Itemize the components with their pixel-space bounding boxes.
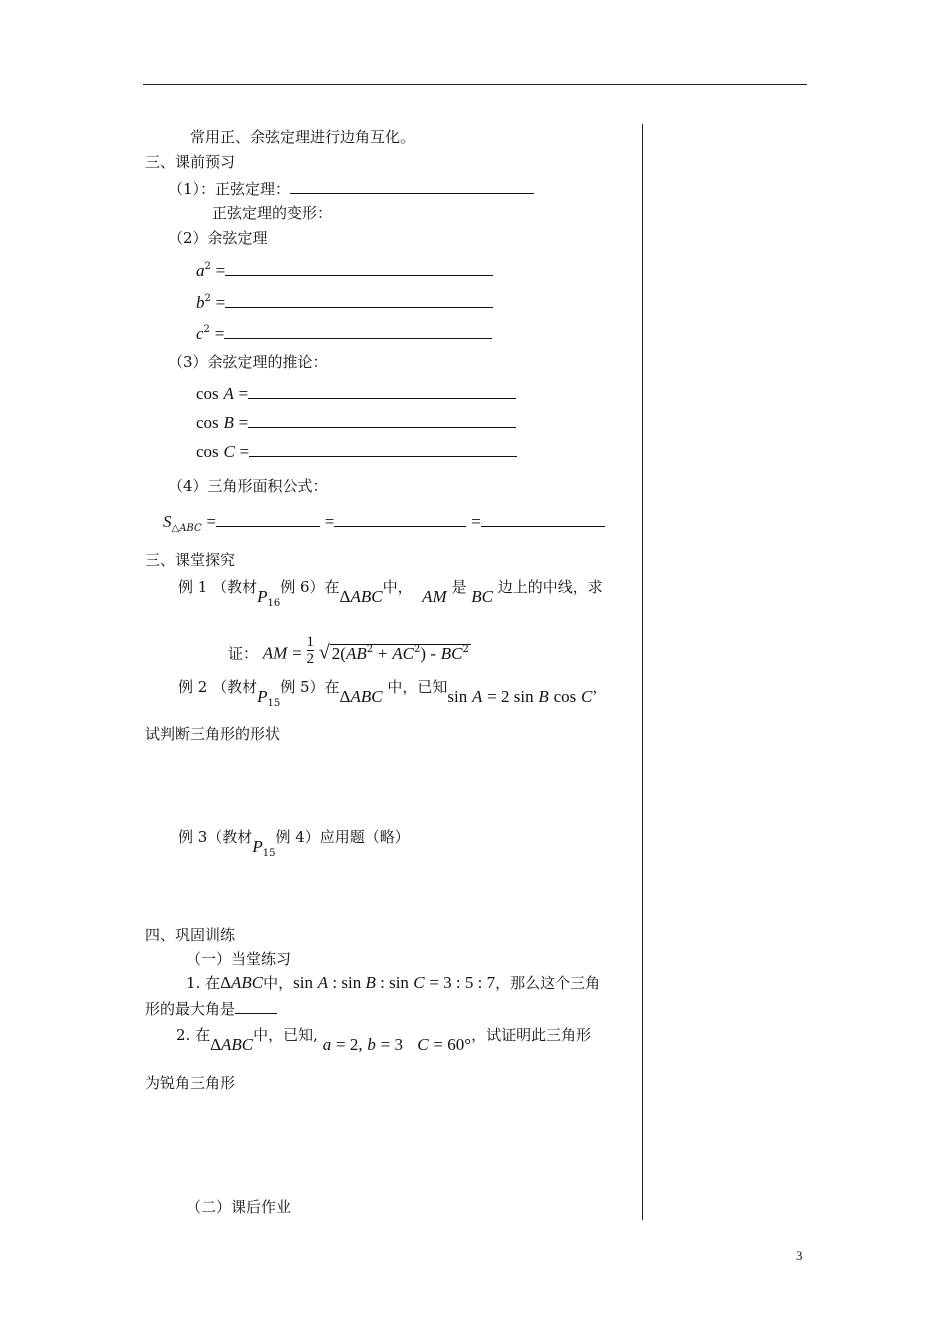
question2-line1: 2. 在ΔABC中，已知, a = 2, b = 3 C = 60°，试证明此三角形 xyxy=(176,1026,592,1054)
sine-law-blank xyxy=(290,179,534,194)
cos-c-formula: cos C = xyxy=(196,442,517,461)
example3: 例 3（教材$P_{15}$例 4）应用题（略） xyxy=(178,828,410,859)
page-number: 3 xyxy=(796,1248,803,1263)
header-rule xyxy=(143,84,807,85)
cosine-law-b: $b^2$ = xyxy=(196,290,493,312)
item1-subtitle: 正弦定理的变形： xyxy=(212,204,333,222)
section-training-heading: 四、巩固训练 xyxy=(145,926,236,944)
area-formula: $S_{\triangle ABC}$ = = = xyxy=(163,512,605,538)
example2-line1: 例 2 （教材$P_{15}$例 5）在ΔABC 中，已知sin A = 2 sin B cos C， xyxy=(178,678,608,709)
question1-line1: 1. 在ΔABC中，sin A : sin B : sin C = 3 : 5 : 7，那么这个三角 xyxy=(186,973,601,992)
practice-label: （一）当堂练习 xyxy=(186,950,292,968)
section-preview-heading: 三、课前预习 xyxy=(145,153,236,171)
item1-label: （1）：正弦定理： xyxy=(168,180,291,198)
homework-label: （二）课后作业 xyxy=(186,1198,292,1216)
example1-line1: 例 1 （教材$P_{16}$例 6）在ΔABC中， AM 是 BC 边上的中线，求 xyxy=(178,578,603,609)
item3-label: （3）余弦定理的推论： xyxy=(168,353,328,371)
item2-label: （2）余弦定理 xyxy=(168,229,268,247)
example2-line2: 试判断三角形的形状 xyxy=(145,725,281,743)
item1-sine-law xyxy=(168,179,534,198)
item4-label: （4）三角形面积公式： xyxy=(168,477,328,495)
cosine-law-a: $a^2$ = xyxy=(196,258,493,280)
cos-b-formula: cos B = xyxy=(196,413,516,432)
cosine-law-c: $c^2$ = xyxy=(196,321,492,343)
section-explore-heading: 三、课堂探究 xyxy=(145,551,236,569)
cos-a-formula: cos A = xyxy=(196,384,516,403)
margin-rule xyxy=(642,124,643,1220)
question1-line2: 形的最大角是 xyxy=(145,1000,277,1018)
intro-text: 常用正、余弦定理进行边角互化。 xyxy=(190,128,416,146)
question2-line2: 为锐角三角形 xyxy=(145,1074,236,1092)
example1-proof-statement: 证： AM = $\frac{1}{2}$ √ $2(AB^2 + AC^2) - BC^2$ xyxy=(228,634,469,667)
